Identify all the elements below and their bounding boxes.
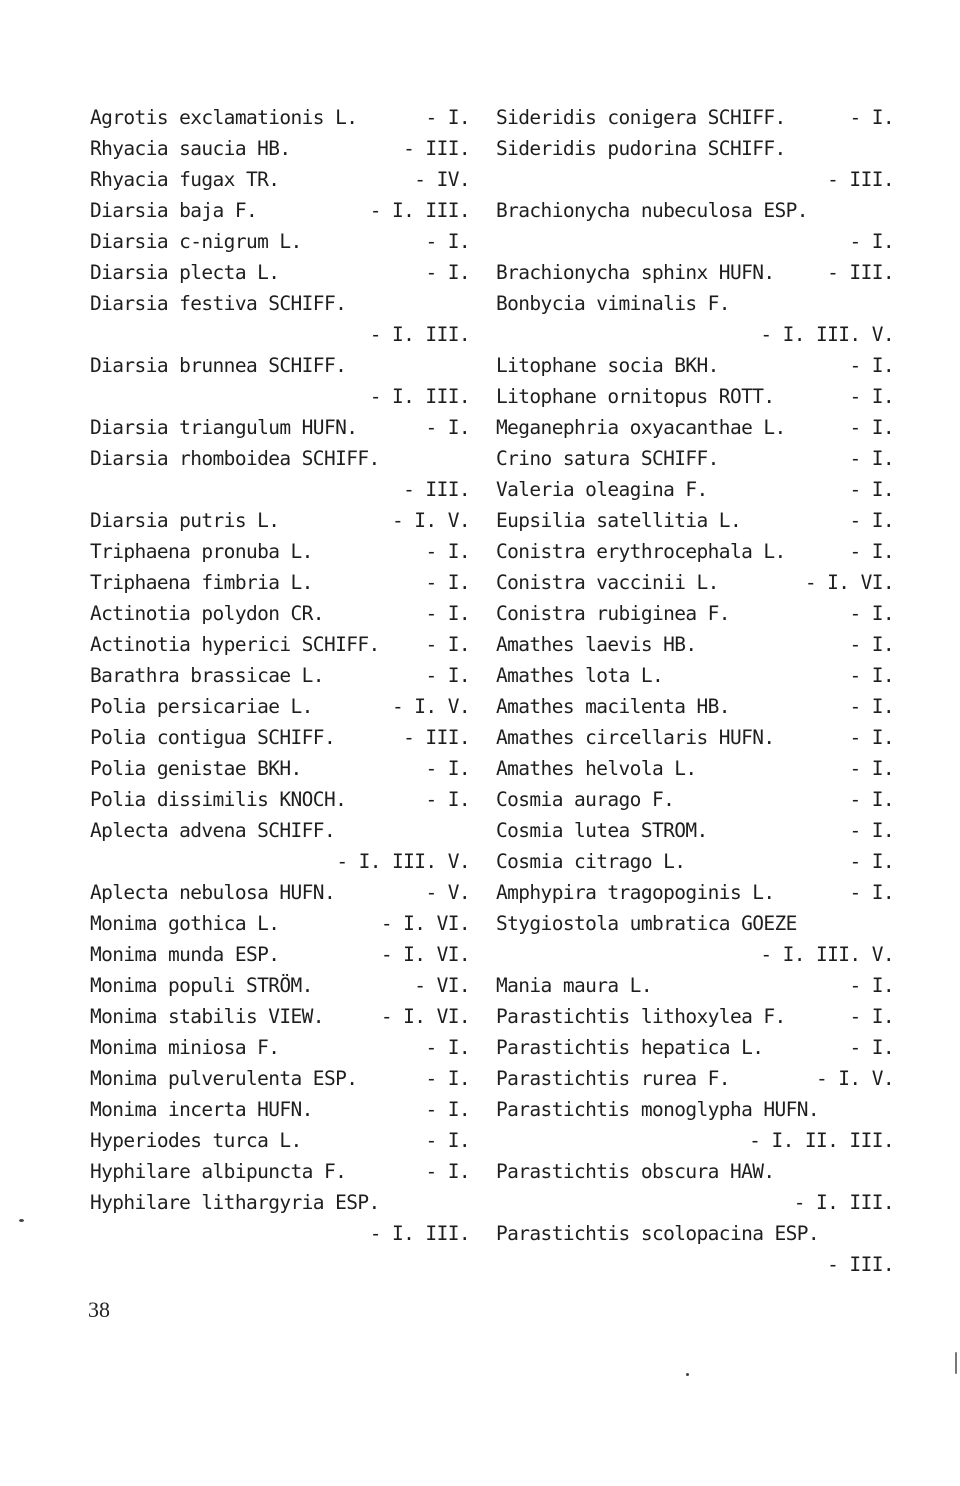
occurrence-value: - I. <box>849 974 894 997</box>
occurrence-value: - I. III. <box>369 385 470 408</box>
species-entry <box>90 412 470 443</box>
species-name: Hyperiodes turca L. <box>90 1129 302 1152</box>
species-entry <box>90 1001 470 1032</box>
occurrence-value: - III. <box>827 1253 894 1276</box>
species-name: Amathes helvola L. <box>496 757 697 780</box>
species-name: Meganephria oxyacanthae L. <box>496 416 786 439</box>
species-entry <box>496 567 894 598</box>
occurrence-value: - I. <box>849 509 894 532</box>
occurrence-value: - I. V. <box>816 1067 894 1090</box>
scan-speck <box>955 1352 957 1374</box>
scan-speck <box>686 1373 689 1376</box>
occurrence-value: - I. III. <box>369 323 470 346</box>
species-entry <box>496 319 894 350</box>
occurrence-value: - I. VI. <box>380 912 470 935</box>
species-name: Diarsia triangulum HUFN. <box>90 416 358 439</box>
species-entry <box>496 815 894 846</box>
species-name: Agrotis exclamationis L. <box>90 106 358 129</box>
species-name: Actinotia polydon CR. <box>90 602 324 625</box>
occurrence-value: - I. III. <box>793 1191 894 1214</box>
left-species-column <box>90 102 470 1249</box>
species-entry <box>496 350 894 381</box>
occurrence-value: - I. <box>849 726 894 749</box>
occurrence-value: - I. <box>849 850 894 873</box>
species-entry <box>90 1125 470 1156</box>
species-entry <box>496 1218 894 1249</box>
species-entry <box>496 877 894 908</box>
species-name: Parastichtis lithoxylea F. <box>496 1005 786 1028</box>
species-entry <box>496 629 894 660</box>
species-name: Amphypira tragopoginis L. <box>496 881 775 904</box>
species-entry <box>90 195 470 226</box>
species-name: Amathes macilenta HB. <box>496 695 730 718</box>
species-name: Polia persicariae L. <box>90 695 313 718</box>
occurrence-value: - I. <box>849 633 894 656</box>
occurrence-value: - I. <box>425 602 470 625</box>
occurrence-value: - I. <box>425 1036 470 1059</box>
species-name: Rhyacia saucia HB. <box>90 137 291 160</box>
species-name: Parastichtis rurea F. <box>496 1067 730 1090</box>
occurrence-value: - I. III. V. <box>760 943 894 966</box>
species-name: Monima munda ESP. <box>90 943 280 966</box>
species-name: Monima gothica L. <box>90 912 280 935</box>
species-name: Conistra erythrocephala L. <box>496 540 786 563</box>
occurrence-value: - I. II. III. <box>749 1129 894 1152</box>
species-name: Diarsia brunnea SCHIFF. <box>90 354 347 377</box>
page-number: 38 <box>88 1297 110 1322</box>
species-name: Aplecta nebulosa HUFN. <box>90 881 336 904</box>
occurrence-value: - I. <box>425 540 470 563</box>
species-entry <box>90 1187 470 1218</box>
species-entry <box>496 102 894 133</box>
occurrence-value: - III. <box>403 726 470 749</box>
species-entry <box>496 288 894 319</box>
species-name: Valeria oleagina F. <box>496 478 708 501</box>
species-entry <box>90 133 470 164</box>
species-name: Crino satura SCHIFF. <box>496 447 719 470</box>
species-name: Sideridis pudorina SCHIFF. <box>496 137 786 160</box>
species-name: Diarsia baja F. <box>90 199 258 222</box>
occurrence-value: - I. <box>849 1036 894 1059</box>
species-entry <box>90 567 470 598</box>
species-entry <box>90 939 470 970</box>
species-name: Cosmia citrago L. <box>496 850 686 873</box>
occurrence-value: - I. VI. <box>804 571 894 594</box>
occurrence-value: - I. III. <box>369 1222 470 1245</box>
species-entry <box>90 1032 470 1063</box>
occurrence-value: - I. <box>425 1098 470 1121</box>
species-entry <box>496 1001 894 1032</box>
occurrence-value: - I. <box>849 540 894 563</box>
species-entry <box>90 474 470 505</box>
species-entry <box>496 412 894 443</box>
occurrence-value: - I. <box>849 695 894 718</box>
occurrence-value: - I. <box>849 1005 894 1028</box>
occurrence-value: - I. <box>849 106 894 129</box>
species-entry <box>496 133 894 164</box>
species-entry <box>90 536 470 567</box>
species-entry <box>496 1249 894 1280</box>
species-entry <box>90 288 470 319</box>
species-name: Rhyacia fugax TR. <box>90 168 280 191</box>
species-entry <box>496 536 894 567</box>
species-entry <box>90 691 470 722</box>
species-entry <box>90 257 470 288</box>
species-entry <box>496 1094 894 1125</box>
species-name: Actinotia hyperici SCHIFF. <box>90 633 380 656</box>
species-entry <box>90 970 470 1001</box>
species-name: Cosmia lutea STROM. <box>496 819 708 842</box>
occurrence-value: - III. <box>403 478 470 501</box>
species-name: Triphaena pronuba L. <box>90 540 313 563</box>
species-name: Polia genistae BKH. <box>90 757 302 780</box>
species-name: Stygiostola umbratica GOEZE <box>496 912 797 935</box>
species-entry <box>90 846 470 877</box>
occurrence-value: - IV. <box>414 168 470 191</box>
occurrence-value: - III. <box>827 168 894 191</box>
species-entry <box>90 722 470 753</box>
species-name: Sideridis conigera SCHIFF. <box>496 106 786 129</box>
occurrence-value: - I. III. <box>369 199 470 222</box>
species-entry <box>496 691 894 722</box>
species-entry <box>90 877 470 908</box>
occurrence-value: - I. <box>849 664 894 687</box>
species-entry <box>496 164 894 195</box>
occurrence-value: - I. <box>425 757 470 780</box>
species-name: Mania maura L. <box>496 974 652 997</box>
species-name: Bonbycia viminalis F. <box>496 292 730 315</box>
species-entry <box>90 815 470 846</box>
species-name: Conistra rubiginea F. <box>496 602 730 625</box>
species-entry <box>90 1218 470 1249</box>
species-entry <box>90 102 470 133</box>
species-name: Monima populi STRÖM. <box>90 974 313 997</box>
occurrence-value: - I. V. <box>392 509 470 532</box>
species-name: Parastichtis hepatica L. <box>496 1036 764 1059</box>
species-entry <box>90 598 470 629</box>
species-name: Parastichtis scolopacina ESP. <box>496 1222 820 1245</box>
species-entry <box>496 1187 894 1218</box>
occurrence-value: - I. <box>849 354 894 377</box>
species-entry <box>496 753 894 784</box>
species-entry <box>496 505 894 536</box>
occurrence-value: - I. <box>849 385 894 408</box>
species-entry <box>90 319 470 350</box>
species-name: Monima incerta HUFN. <box>90 1098 313 1121</box>
species-entry <box>496 1063 894 1094</box>
species-name: Hyphilare albipuncta F. <box>90 1160 347 1183</box>
species-entry <box>90 164 470 195</box>
species-entry <box>90 1094 470 1125</box>
species-name: Aplecta advena SCHIFF. <box>90 819 336 842</box>
species-entry <box>496 846 894 877</box>
species-name: Hyphilare lithargyria ESP. <box>90 1191 380 1214</box>
occurrence-value: - I. <box>849 478 894 501</box>
species-name: Eupsilia satellitia L. <box>496 509 742 532</box>
species-entry <box>496 226 894 257</box>
occurrence-value: - I. <box>849 788 894 811</box>
species-name: Brachionycha sphinx HUFN. <box>496 261 775 284</box>
species-name: Monima miniosa F. <box>90 1036 280 1059</box>
species-name: Diarsia plecta L. <box>90 261 280 284</box>
occurrence-value: - V. <box>425 881 470 904</box>
occurrence-value: - I. <box>425 1067 470 1090</box>
species-entry <box>496 195 894 226</box>
species-entry <box>90 505 470 536</box>
occurrence-value: - I. V. <box>392 695 470 718</box>
occurrence-value: - I. <box>425 1160 470 1183</box>
species-entry <box>496 381 894 412</box>
species-entry <box>90 660 470 691</box>
species-name: Monima stabilis VIEW. <box>90 1005 324 1028</box>
species-name: Litophane socia BKH. <box>496 354 719 377</box>
species-entry <box>90 908 470 939</box>
species-entry <box>496 1125 894 1156</box>
occurrence-value: - I. VI. <box>380 1005 470 1028</box>
species-entry <box>496 970 894 1001</box>
species-entry <box>90 443 470 474</box>
species-entry <box>496 660 894 691</box>
occurrence-value: - I. <box>425 261 470 284</box>
species-entry <box>496 1032 894 1063</box>
species-name: Amathes circellaris HUFN. <box>496 726 775 749</box>
species-entry <box>90 629 470 660</box>
species-name: Brachionycha nubeculosa ESP. <box>496 199 808 222</box>
species-entry <box>90 753 470 784</box>
species-entry <box>496 257 894 288</box>
occurrence-value: - I. <box>425 1129 470 1152</box>
occurrence-value: - I. VI. <box>380 943 470 966</box>
species-entry <box>496 722 894 753</box>
occurrence-value: - I. <box>849 230 894 253</box>
occurrence-value: - I. <box>849 447 894 470</box>
species-name: Diarsia putris L. <box>90 509 280 532</box>
occurrence-value: - I. <box>849 757 894 780</box>
species-entry <box>496 1156 894 1187</box>
species-name: Polia contigua SCHIFF. <box>90 726 336 749</box>
species-entry <box>90 381 470 412</box>
occurrence-value: - I. <box>425 416 470 439</box>
species-name: Parastichtis obscura HAW. <box>496 1160 775 1183</box>
species-name: Diarsia c-nigrum L. <box>90 230 302 253</box>
species-name: Polia dissimilis KNOCH. <box>90 788 347 811</box>
species-entry <box>496 939 894 970</box>
occurrence-value: - VI. <box>414 974 470 997</box>
species-name: Litophane ornitopus ROTT. <box>496 385 775 408</box>
species-entry <box>496 784 894 815</box>
species-name: Amathes lota L. <box>496 664 664 687</box>
occurrence-value: - I. <box>425 788 470 811</box>
occurrence-value: - I. <box>849 881 894 904</box>
species-entry <box>90 350 470 381</box>
occurrence-value: - III. <box>403 137 470 160</box>
species-name: Conistra vaccinii L. <box>496 571 719 594</box>
occurrence-value: - I. <box>849 416 894 439</box>
species-name: Amathes laevis HB. <box>496 633 697 656</box>
right-species-column <box>496 102 894 1280</box>
species-entry <box>496 443 894 474</box>
species-entry <box>90 1063 470 1094</box>
species-entry <box>90 1156 470 1187</box>
occurrence-value: - I. <box>425 571 470 594</box>
species-entry <box>90 784 470 815</box>
occurrence-value: - I. <box>849 602 894 625</box>
species-entry <box>90 226 470 257</box>
occurrence-value: - I. <box>425 664 470 687</box>
scan-speck <box>19 1219 24 1222</box>
occurrence-value: - I. <box>849 819 894 842</box>
species-name: Parastichtis monoglypha HUFN. <box>496 1098 820 1121</box>
species-entry <box>496 474 894 505</box>
occurrence-value: - I. <box>425 633 470 656</box>
species-name: Barathra brassicae L. <box>90 664 324 687</box>
occurrence-value: - I. III. V. <box>760 323 894 346</box>
occurrence-value: - I. III. V. <box>336 850 470 873</box>
species-name: Triphaena fimbria L. <box>90 571 313 594</box>
species-name: Diarsia festiva SCHIFF. <box>90 292 347 315</box>
species-name: Cosmia aurago F. <box>496 788 675 811</box>
occurrence-value: - I. <box>425 230 470 253</box>
occurrence-value: - I. <box>425 106 470 129</box>
species-name: Monima pulverulenta ESP. <box>90 1067 358 1090</box>
species-name: Diarsia rhomboidea SCHIFF. <box>90 447 380 470</box>
species-entry <box>496 908 894 939</box>
species-entry <box>496 598 894 629</box>
occurrence-value: - III. <box>827 261 894 284</box>
